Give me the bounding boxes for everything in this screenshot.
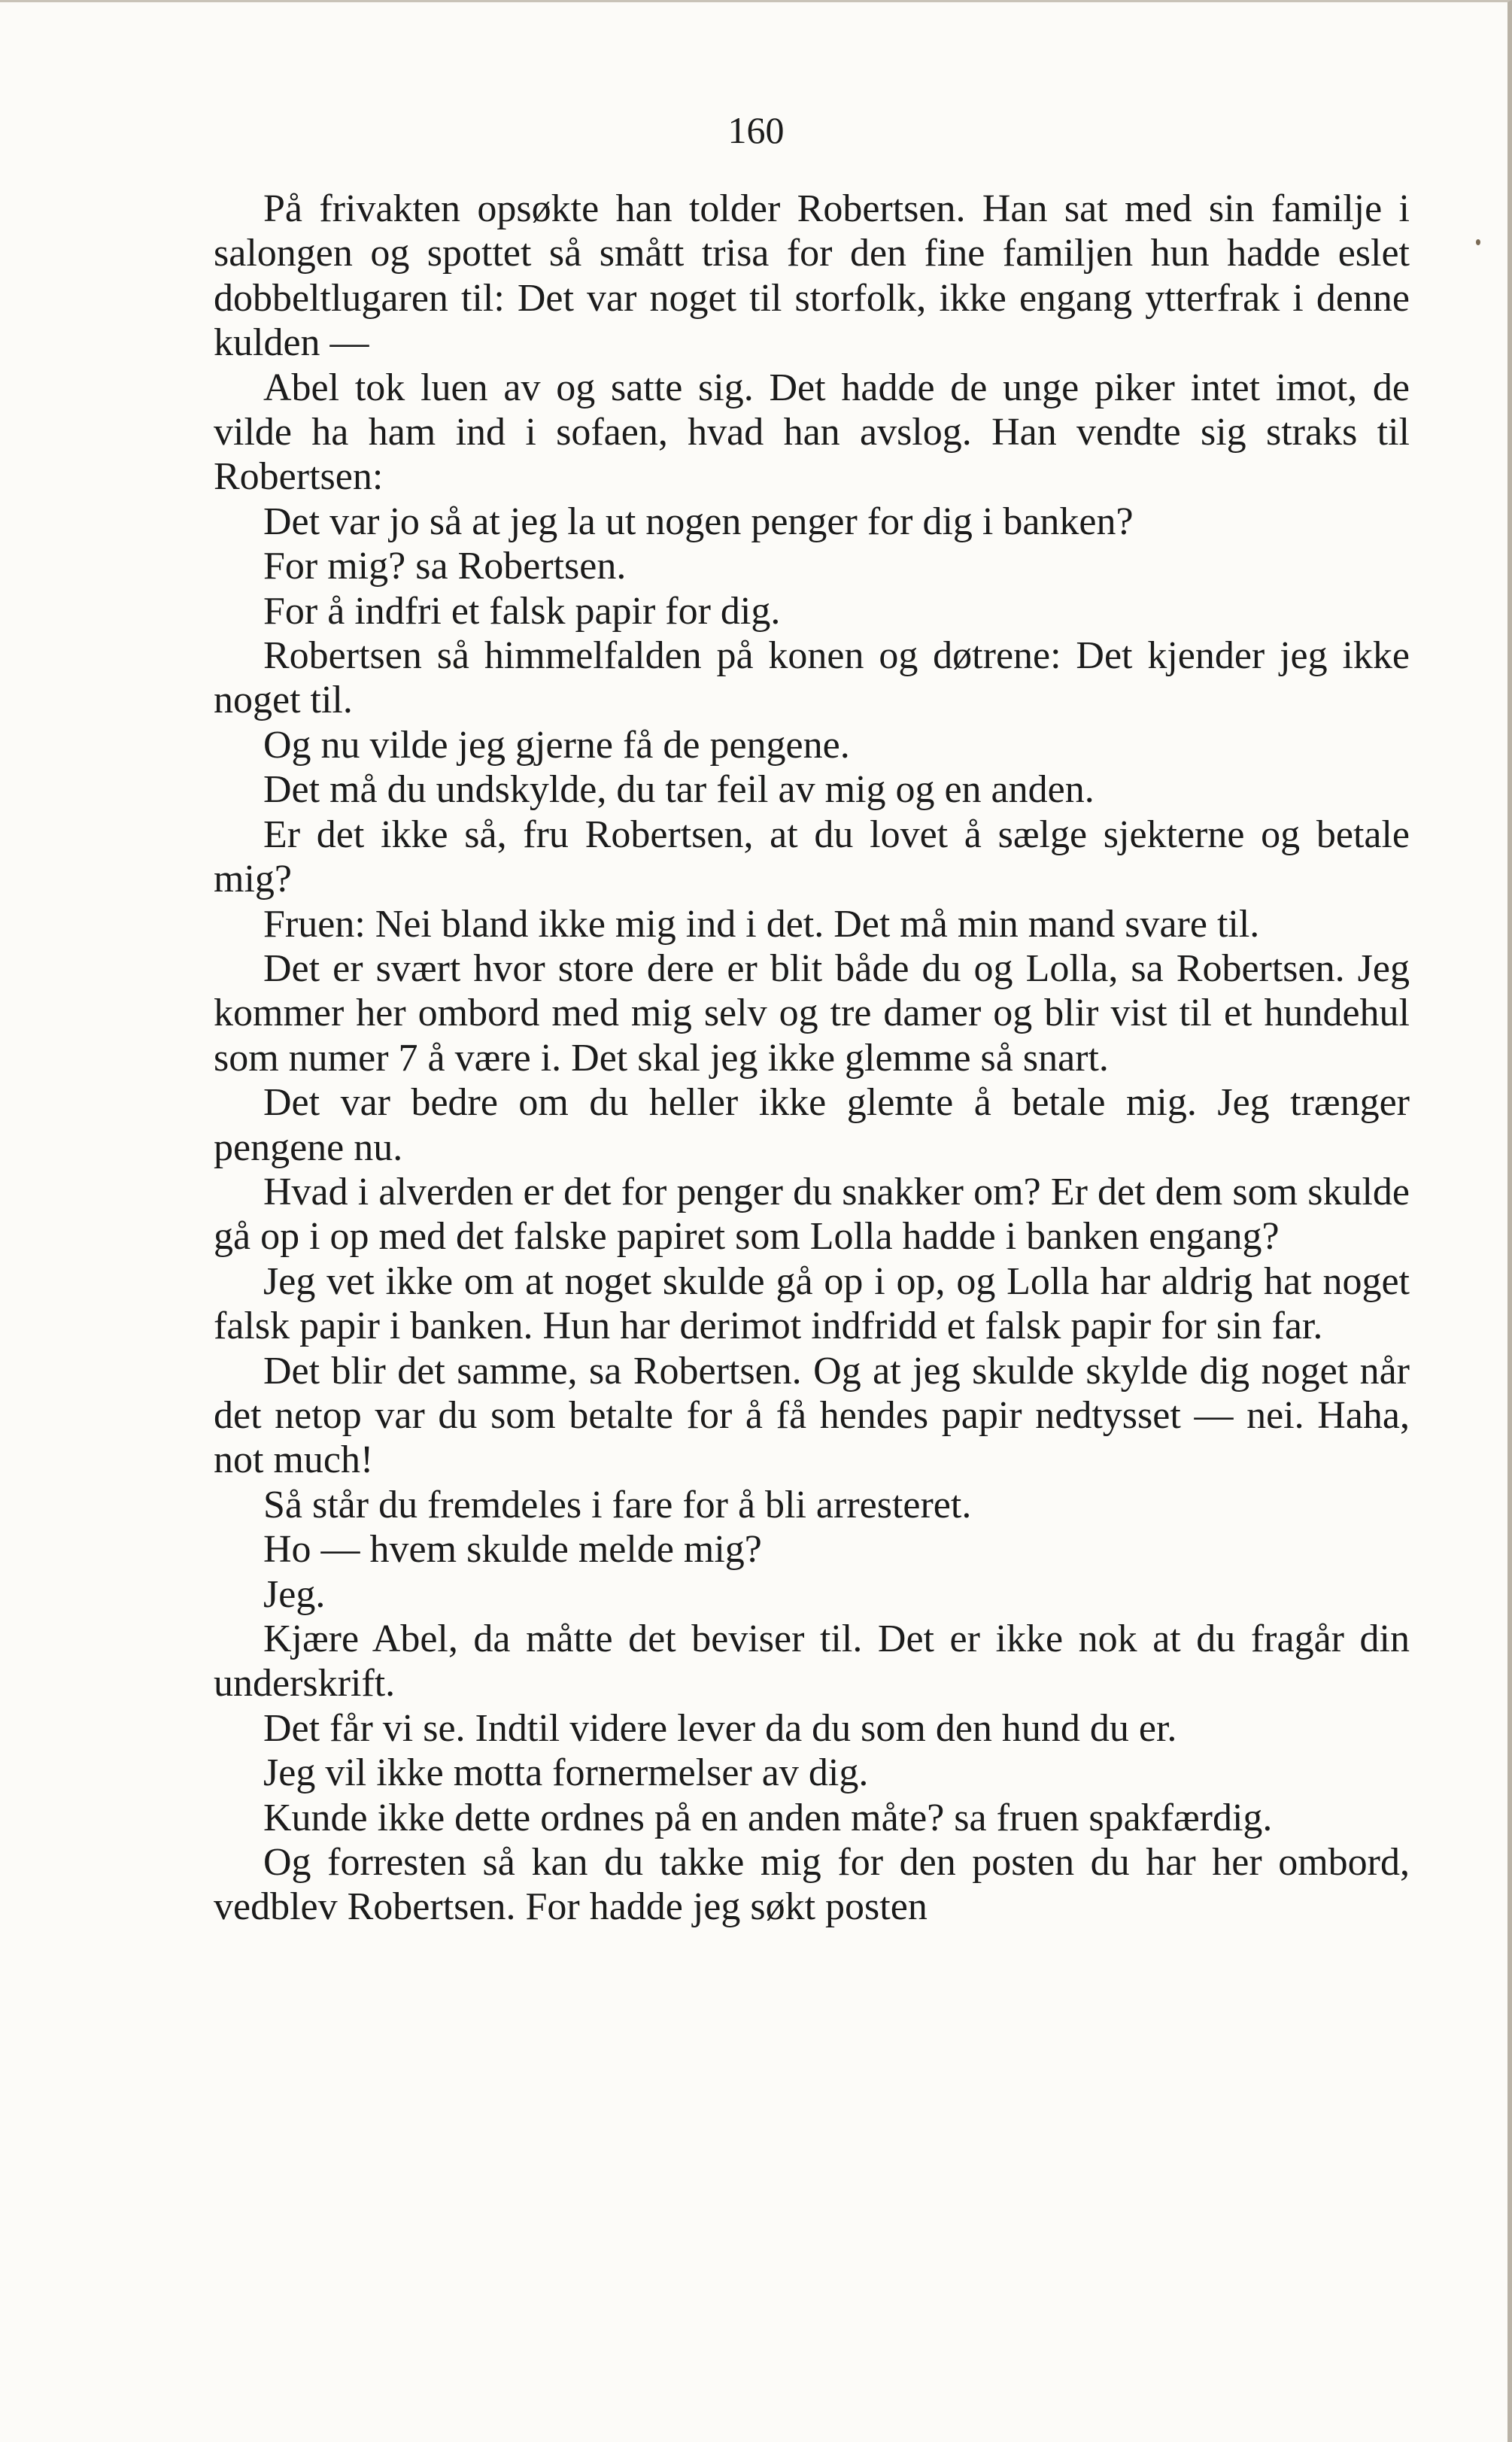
page-number: 160	[727, 109, 785, 151]
paragraph: Jeg.	[263, 1572, 326, 1616]
paragraph: Kunde ikke dette ordnes på en anden måte? sa fruen spakfærdig.	[263, 1796, 1273, 1839]
paragraph: For mig? sa Robertsen.	[263, 545, 627, 588]
paragraph: For å indfri et falsk papir for dig.	[263, 589, 781, 633]
paragraph: På frivakten opsøkte han tolder Robertsen. Han sat med sin familje i salongen og spottet så smått trisa for den fine familjen hun hadde eslet dobbeltlugaren til: Det var noget til storfolk, ikke engang ytterfrak i denne kulden —	[214, 187, 1410, 365]
paragraph: Og nu vilde jeg gjerne få de pengene.	[263, 723, 850, 767]
paragraph: Det var bedre om du heller ikke glemte å betale mig. Jeg trænger pengene nu.	[214, 1081, 1410, 1169]
paragraph: Så står du fremdeles i fare for å bli arresteret.	[263, 1483, 972, 1526]
paragraph: Er det ikke så, fru Robertsen, at du lovet å sælge sjekterne og betale mig?	[214, 812, 1410, 901]
paragraph: Abel tok luen av og satte sig. Det hadde de unge piker intet imot, de vilde ha ham ind i sofaen, hvad han avslog. Han vendte sig straks til Robertsen:	[214, 366, 1410, 499]
paper-speck	[1476, 239, 1480, 245]
paragraph: Kjære Abel, da måtte det beviser til. Det er ikke nok at du fragår din underskrift.	[214, 1617, 1410, 1705]
body-text	[214, 187, 1410, 1930]
paragraph: Hvad i alverden er det for penger du snakker om? Er det dem som skulde gå op i op med det falske papiret som Lolla hadde i banken engang?	[214, 1170, 1410, 1259]
paragraph: Det må du undskylde, du tar feil av mig og en anden.	[263, 768, 1095, 812]
paragraph: Det var jo så at jeg la ut nogen penger for dig i banken?	[263, 500, 1134, 543]
paragraph: Robertsen så himmelfalden på konen og døtrene: Det kjender jeg ikke noget til.	[214, 634, 1410, 722]
paragraph: Det får vi se. Indtil videre lever da du som den hund du er.	[263, 1706, 1177, 1750]
paragraph: Det blir det samme, sa Robertsen. Og at jeg skulde skylde dig noget når det netop var du som betalte for å få hendes papir nedtysset — nei. Haha, not much!	[214, 1349, 1410, 1482]
paragraph: Ho — hvem skulde melde mig?	[263, 1528, 762, 1572]
paragraph: Det er svært hvor store dere er blit både du og Lolla, sa Robertsen. Jeg kommer her ombord med mig selv og tre damer og blir vist til et hundehul som numer 7 å være i. Det skal jeg ikke glemme så snart.	[214, 946, 1410, 1080]
paragraph: Jeg vil ikke motta fornermelser av dig.	[263, 1751, 869, 1795]
paragraph: Fruen: Nei bland ikke mig ind i det. Det må min mand svare til.	[263, 902, 1260, 946]
paragraph: Og forresten så kan du takke mig for den posten du har her ombord, vedblev Robertsen. For hadde jeg søkt posten	[214, 1841, 1410, 1929]
paragraph: Jeg vet ikke om at noget skulde gå op i op, og Lolla har aldrig hat noget falsk papir i banken. Hun har derimot indfridd et falsk papir for sin far.	[214, 1259, 1410, 1348]
